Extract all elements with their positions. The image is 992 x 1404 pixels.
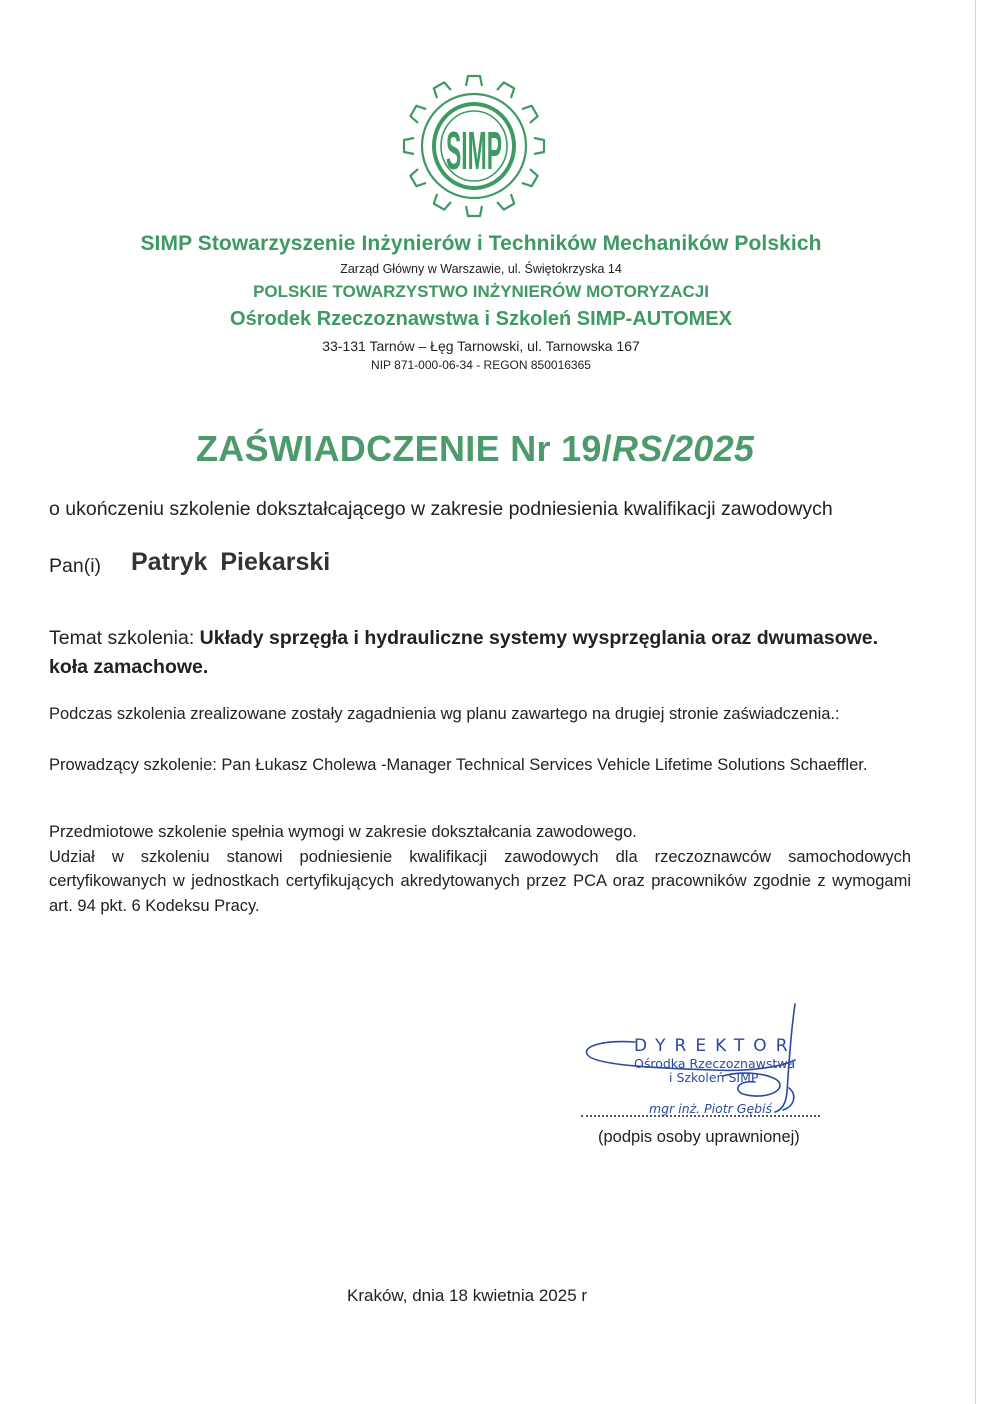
stamp-title: DYREKTOR	[634, 1036, 797, 1056]
certificate-title	[196, 428, 754, 470]
society-name: POLSKIE TOWARZYSTWO INŻYNIERÓW MOTORYZACJI	[253, 282, 709, 301]
signature-caption: (podpis osoby uprawnionej)	[598, 1128, 800, 1146]
topic-value: Układy sprzęgła i hydrauliczne systemy wysprzęglania oraz dwumasowe. koła zamachowe.	[49, 627, 879, 678]
place-and-date: Kraków, dnia 18 kwietnia 2025 r	[347, 1286, 588, 1305]
stamp-line-2: i Szkoleń SIMP	[669, 1070, 759, 1085]
paragraph-requirements	[49, 820, 911, 918]
requirements-line-2: Udział w szkoleniu stanowi podniesienie kwalifikacji zawodowych dla rzeczoznawców samochodowych certyfikowanych w jednostkach certyfikujących akredytowanych przez PCA oraz pracowników zgodnie z wymogami art. 94 pkt. 6 Kodeksu Pracy.	[49, 847, 911, 915]
paragraph-trainer: Prowadzący szkolenie: Pan Łukasz Cholewa -Manager Technical Services Vehicle Lifetime Solutions Schaeffler.	[49, 756, 868, 774]
simp-gear-logo	[398, 72, 550, 220]
signature-dotted-line	[581, 1115, 820, 1117]
logo-text: SIMP	[446, 121, 502, 181]
page-edge-line	[975, 0, 976, 1404]
paragraph-scope: Podczas szkolenia zrealizowane zostały zagadnienia wg planu zawartego na drugiej stronie zaświadczenia.:	[49, 705, 840, 723]
training-topic	[49, 624, 919, 682]
person-label: Pan(i)	[49, 555, 102, 577]
certificate-title-main: ZAŚWIADCZENIE Nr 19/	[196, 428, 613, 469]
center-name: Ośrodek Rzeczoznawstwa i Szkoleń SIMP-AUTOMEX	[230, 308, 732, 330]
person-name: Patryk Piekarski	[131, 548, 331, 576]
tax-ids: NIP 871-000-06-34 - REGON 850016365	[371, 358, 591, 372]
certificate-title-number: RS/2025	[612, 428, 755, 469]
center-address: 33-131 Tarnów – Łęg Tarnowski, ul. Tarnowska 167	[322, 338, 640, 354]
topic-label: Temat szkolenia:	[49, 627, 195, 649]
certificate-intro: o ukończeniu szkolenie dokształcającego w zakresie podniesienia kwalifikacji zawodowych	[49, 498, 833, 520]
stamp-name: mgr inż. Piotr Gębiś	[649, 1101, 773, 1116]
organization-name: SIMP Stowarzyszenie Inżynierów i Techników Mechaników Polskich	[140, 232, 822, 255]
requirements-line-1: Przedmiotowe szkolenie spełnia wymogi w zakresie dokształcania zawodowego.	[49, 823, 637, 841]
main-office-address: Zarząd Główny w Warszawie, ul. Świętokrzyska 14	[340, 262, 622, 276]
stamp-line-1: Ośrodka Rzeczoznawstwa	[634, 1056, 796, 1071]
